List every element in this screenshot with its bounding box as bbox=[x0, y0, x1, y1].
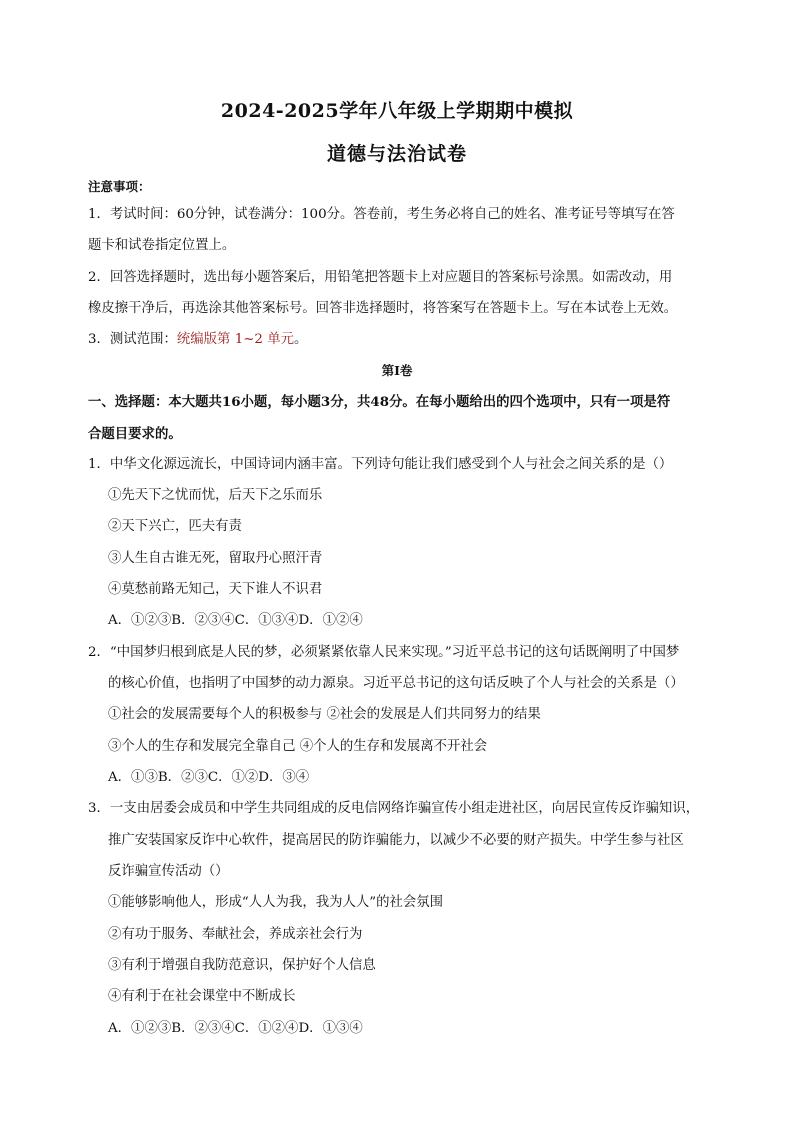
question-2-item-2: ③个人的生存和发展完全靠自己 ④个人的生存和发展离不开社会 bbox=[108, 739, 488, 754]
notice-item-1-line-2: 题卡和试卷指定位置上。 bbox=[88, 238, 236, 253]
question-3-item-1: ①能够影响他人，形成“人人为我，我为人人”的社会氛围 bbox=[108, 895, 444, 910]
question-1-item-2: ②天下兴亡，匹夫有责 bbox=[108, 519, 242, 534]
question-2-options: A．①③B．②③C．①②D．③④ bbox=[108, 770, 310, 785]
notice-heading: 注意事项： bbox=[88, 179, 151, 194]
question-3-options: A．①②③B．②③④C．①②④D．①③④ bbox=[108, 1021, 363, 1036]
question-3-item-4: ④有利于在社会课堂中不断成长 bbox=[108, 989, 296, 1004]
question-1-item-3: ③人生自古谁无死，留取丹心照汗青 bbox=[108, 551, 323, 566]
exam-title: 2024-2025学年八年级上学期期中模拟 bbox=[220, 100, 574, 122]
question-1-item-4: ④莫愁前路无知己，天下谁人不识君 bbox=[108, 582, 323, 597]
test-scope: 统编版第 1~2 单元 bbox=[176, 332, 294, 347]
notice-item-2-line-1: 2．回答选择题时，选出每小题答案后，用铅笔把答题卡上对应题目的答案标号涂黑。如需改动，用 bbox=[88, 270, 673, 285]
question-2-stem-line-2: 的核心价值，也指明了中国梦的动力源泉。习近平总书记的这句话反映了个人与社会的关系是（） bbox=[108, 676, 684, 691]
notice-item-1-line-1: 1．考试时间：60分钟，试卷满分：100分。答卷前，考生务必将自己的姓名、准考证号等填写在答 bbox=[88, 207, 675, 222]
question-1-item-1: ①先天下之忧而忧，后天下之乐而乐 bbox=[108, 488, 323, 503]
question-1-stem: 1．中华文化源远流长，中国诗词内涵丰富。下列诗句能让我们感受到个人与社会之间关系的是（） bbox=[88, 457, 673, 472]
volume-label: 第Ⅰ卷 bbox=[381, 363, 413, 378]
notice-item-3-suffix: 。 bbox=[294, 332, 308, 347]
section-instruction-line-1: 一、选择题：本大题共16小题，每小题3分，共48分。在每小题给出的四个选项中，只有一项是符 bbox=[88, 394, 671, 410]
exam-subject-title: 道德与法治试卷 bbox=[326, 143, 467, 165]
question-3-stem-line-2: 推广安装国家反诈中心软件，提高居民的防诈骗能力，以减少不必要的财产损失。中学生参与社区 bbox=[108, 833, 684, 848]
question-2-stem-line-1: 2．“中国梦归根到底是人民的梦，必须紧紧依靠人民来实现。”习近平总书记的这句话既阐明了中国梦 bbox=[88, 645, 680, 660]
question-3-stem-line-1: 3．一支由居委会成员和中学生共同组成的反电信网络诈骗宣传小组走进社区，向居民宣传反诈骗知识， bbox=[88, 801, 700, 816]
question-3-item-2: ②有功于服务、奉献社会，养成亲社会行为 bbox=[108, 927, 363, 942]
question-3-item-3: ③有利于增强自我防范意识，保护好个人信息 bbox=[108, 958, 376, 973]
question-2-item-1: ①社会的发展需要每个人的积极参与 ②社会的发展是人们共同努力的结果 bbox=[108, 707, 541, 722]
question-3-stem-line-3: 反诈骗宣传活动（） bbox=[108, 864, 229, 879]
section-instruction-line-2: 合题目要求的。 bbox=[88, 426, 182, 442]
notice-item-3-prefix: 3．测试范围： bbox=[88, 332, 177, 347]
notice-item-2-line-2: 橡皮擦干净后，再选涂其他答案标号。回答非选择题时，将答案写在答题卡上。写在本试卷上无效。 bbox=[88, 301, 678, 316]
notice-item-3 bbox=[88, 331, 307, 349]
question-1-options: A．①②③B．②③④C．①③④D．①②④ bbox=[108, 613, 363, 628]
